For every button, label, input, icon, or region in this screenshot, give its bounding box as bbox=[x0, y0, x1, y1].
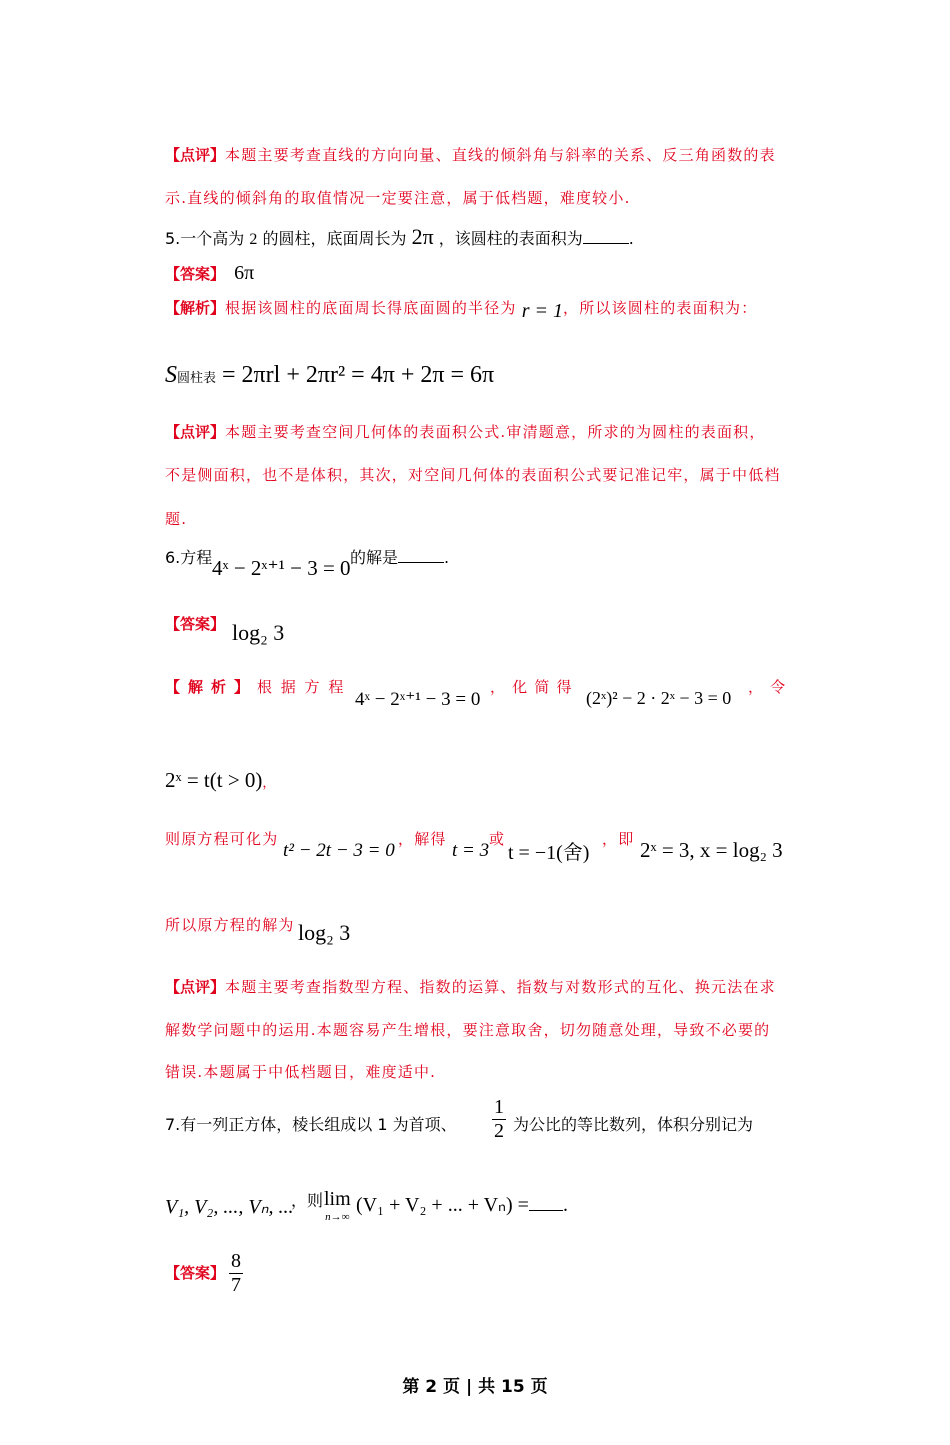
q6-analysis-line1: 【解析】根 据 方 程 bbox=[165, 678, 346, 696]
review-tag: 【点评】 bbox=[165, 146, 226, 164]
question-6-suffix: 的解是 . bbox=[350, 548, 450, 567]
radius-expr: r = 1 bbox=[521, 300, 563, 322]
answer-fraction: $\frac{8}{7}$ bbox=[231, 1250, 241, 1296]
q6-review-line1: 【点评】本题主要考查指数型方程、指数的运算、指数与对数形式的互化、换元法在求 bbox=[165, 978, 776, 996]
q5-answer bbox=[165, 262, 254, 285]
answer-blank bbox=[529, 1200, 563, 1211]
limit-operator: lim n→∞ bbox=[324, 1188, 351, 1223]
analysis-tag: 【解析】 bbox=[165, 299, 226, 317]
review-tag: 【点评】 bbox=[165, 978, 226, 996]
analysis-eq1: 4ˣ − 2ˣ⁺¹ − 3 = 0 bbox=[355, 689, 481, 710]
question-7-line1: 7.有一列正方体，棱长组成以 1 为首项、 bbox=[165, 1115, 457, 1134]
substitution: 2ˣ = t(t > 0)， bbox=[165, 768, 277, 792]
review4-line1 bbox=[165, 144, 776, 165]
answer-value: log₂ 3 bbox=[232, 620, 285, 645]
analysis-tag: 【解析】 bbox=[165, 678, 258, 696]
question-6-prefix: 6.方程 bbox=[165, 548, 213, 567]
q5-review-line3: 题. bbox=[165, 510, 188, 528]
question-5: 5.一个高为 2 的圆柱，底面周长为 2π ，该圆柱的表面积为 . bbox=[165, 224, 634, 249]
answer-tag: 【答案】 bbox=[165, 265, 226, 283]
surface-area-formula: S圆柱表 = 2πrl + 2πr² = 4π + 2π = 6π bbox=[165, 362, 495, 388]
volume-sequence: V₁, V₂, ..., Vₙ, ... bbox=[165, 1196, 294, 1218]
final-answer: log₂ 3 bbox=[298, 920, 351, 945]
answer-tag: 【答案】 bbox=[165, 1264, 226, 1282]
answer-value: 6π bbox=[234, 262, 255, 284]
page-footer: 第 2 页 | 共 15 页 bbox=[402, 1377, 548, 1397]
question-number: 7. bbox=[165, 1115, 181, 1134]
analysis-eq2: (2ˣ)² − 2 · 2ˣ − 3 = 0 bbox=[586, 688, 732, 708]
document-page: 【点评】本题主要考查直线的方向向量、直线的倾斜角与斜率的关系、反三角函数的表 示.直线的倾斜角的取值情况一定要注意，属于低档题，难度较小. 5.一个高为 2 的圆柱，底面周长为 2π ，该圆柱的表面积为 . 【答案】 6π 【解析】根据该圆柱的底面周长得底面圆的半径为 r = 1，所以该圆柱的表面积为： S圆柱表 = 2πrl + 2πr² = 4π + 2π = 6π 【点评】本题主要考查空间几何体的表面积公式.审清题意，所求的为圆柱的表面积， 不是侧面积，也不是体积，其次，对空间几何体的表面积公式要记准记牢，属于中低档 题. 6.方程 4ˣ − 2ˣ⁺¹ − 3 = 0 的解是 . 【答案】 log₂ 3 【解析】根 据 方 程 4ˣ − 2ˣ⁺¹ − 3 = 0 ， 化 简 得 (2ˣ)² − 2 · 2ˣ − 3 = 0 ， 令 2ˣ = t(t > 0)， 则原方程可化为 t² − 2t − 3 = 0 ，解得 t = 3 或 t = −1(舍) ，即 2ˣ = 3, x = log₂ 3 所以原方程的解为 log₂ 3 【点评】本题主要考查指数型方程、指数的运算、指数与对数形式的互化、换元法在求 解数学问题中的运用.本题容易产生增根，要注意取舍，切勿随意处理，导致不必要的 错误.本题属于中低档题目，难度适中. 7.有一列正方体，棱长组成以 1 为首项、 $\frac{1}{2}$ 为公比的等比数列，体积分别记为 V₁, V₂, ..., Vₙ, ... ，则 lim n→∞ (V₁ + V₂ + ... + Vₙ) = . 【答案】 $\frac{8}{7}$ 第 2 页 | 共 15 页 bbox=[0, 0, 950, 1445]
answer-tag: 【答案】 bbox=[165, 615, 226, 633]
answer-blank bbox=[583, 229, 629, 244]
perimeter-expr: 2π bbox=[411, 224, 434, 249]
q5-analysis: 【解析】根据该圆柱的底面周长得底面圆的半径为 r = 1，所以该圆柱的表面积为： bbox=[165, 299, 758, 322]
quadratic-eq: t² − 2t − 3 = 0 bbox=[283, 840, 395, 861]
q5-review-line2: 不是侧面积，也不是体积，其次，对空间几何体的表面积公式要记准记牢，属于中低档 bbox=[165, 466, 781, 484]
q6-answer bbox=[165, 613, 225, 634]
question-text: 一个高为 bbox=[180, 229, 245, 248]
limit-expression: (V₁ + V₂ + ... + Vₙ) = . bbox=[356, 1194, 568, 1216]
q6-review-line2: 解数学问题中的运用.本题容易产生增根，要注意取舍，切勿随意处理，导致不必要的 bbox=[165, 1021, 771, 1039]
root-2: t = −1(舍) bbox=[508, 842, 590, 864]
ratio-fraction: $\frac{1}{2}$ bbox=[494, 1096, 504, 1142]
q6-review-line3: 错误.本题属于中低档题目，难度适中. bbox=[165, 1063, 437, 1081]
review4-line2: 示.直线的倾斜角的取值情况一定要注意，属于低档题，难度较小. bbox=[165, 189, 631, 207]
equation: 4ˣ − 2ˣ⁺¹ − 3 = 0 bbox=[212, 556, 351, 580]
review-text: 本题主要考查直线的方向向量、直线的倾斜角与斜率的关系、反三角函数的表 bbox=[225, 146, 776, 164]
review-tag: 【点评】 bbox=[165, 423, 226, 441]
q5-review-line1: 【点评】本题主要考查空间几何体的表面积公式.审清题意，所求的为圆柱的表面积， bbox=[165, 423, 766, 441]
question-number: 5. bbox=[165, 229, 181, 248]
solution: 2ˣ = 3, x = log₂ 3 bbox=[640, 838, 783, 862]
root-1: t = 3 bbox=[452, 840, 490, 861]
q7-answer bbox=[165, 1262, 225, 1283]
answer-blank bbox=[398, 548, 444, 563]
question-number: 6. bbox=[165, 548, 181, 567]
